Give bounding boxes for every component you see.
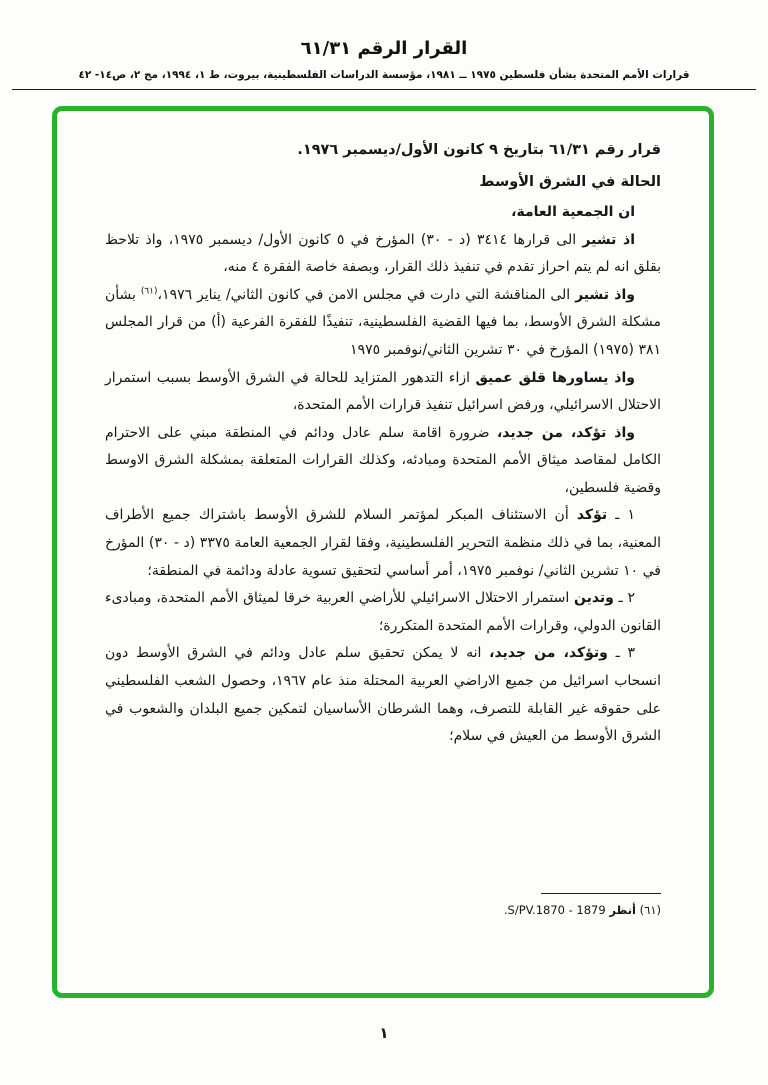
paragraph-lead: واذ تؤكد، من جديد،	[496, 424, 635, 441]
operative-paragraph	[105, 585, 661, 640]
resolution-opening: ان الجمعية العامة،	[511, 204, 635, 221]
footnote-ref-superscript: (٦١)	[140, 286, 158, 297]
footnote-marker: (٦١)	[639, 902, 661, 917]
paragraph-text: استمرار الاحتلال الاسرائيلي للأراضي العربية خرقا لميثاق الأمم المتحدة، ومبادىء القانون الدولي، وقرارات الأمم المتحدة المتكررة؛	[105, 590, 661, 634]
header-divider	[12, 89, 756, 90]
paragraph-lead: واذ يساورها قلق عميق	[475, 369, 635, 386]
paragraph-lead: وتؤكد، من جديد،	[489, 645, 608, 662]
paragraph-lead: اذ تشير	[582, 231, 636, 248]
footnote-label: أنظر	[609, 902, 636, 917]
footnote-reference-text: S/PV.1870 - 1879.	[503, 902, 606, 917]
paragraph-text: ازاء التدهور المتزايد للحالة في الشرق الأوسط بسبب استمرار الاحتلال الاسرائيلي، ورفض اسرائيل تنفيذ قرارات الأمم المتحدة،	[105, 369, 661, 414]
paragraph-lead: واذ تشير	[575, 286, 635, 303]
operative-paragraph	[105, 640, 661, 750]
footnote-divider	[541, 893, 661, 894]
operative-paragraph	[105, 502, 661, 585]
preamble-paragraph	[105, 365, 661, 420]
footnote	[105, 893, 661, 919]
item-number: ٢ ـ	[613, 590, 635, 607]
paragraph-text: انه لا يمكن تحقيق سلم عادل ودائم في الشرق الأوسط دون انسحاب اسرائيل من جميع الاراضي العربية المحتلة منذ عام ١٩٦٧، وحصول الشعب الفلسطيني على حقوقه غير القابلة للتصرف، وهما الشرطان الأساسيان لتمكين جميع البلدان والشعوب في الشرق الأوسط من العيش في سلام؛	[105, 645, 661, 745]
paragraph-lead: تؤكد	[576, 507, 608, 524]
preamble-paragraph	[105, 420, 661, 503]
footnote-text	[105, 902, 661, 919]
source-citation: قرارات الأمم المتحدة بشأن فلسطين ١٩٧٥ ــ ١٩٨١، مؤسسة الدراسات الفلسطينية، بيروت، ط ١، ١٩٩٤، مج ٢، ص١٤- ٤٢	[78, 69, 690, 81]
document-title: القرار الرقم ٦١/٣١	[300, 38, 468, 59]
preamble-paragraph	[105, 227, 661, 282]
preamble-paragraph	[105, 282, 661, 365]
paragraph-text: بشأن مشكلة الشرق الأوسط، بما فيها القضية الفلسطينية، تنفيذًا للفقرة الفرعية (أ) من قرار المجلس ٣٨١ (١٩٧٥) المؤرخ في ٣٠ تشرين الثاني/نوفمبر ١٩٧٥	[105, 286, 661, 359]
paragraph-text: أن الاستئناف المبكر لمؤتمر السلام للشرق الأوسط باشتراك جميع الأطراف المعنية، بما في ذلك منظمة التحرير الفلسطينية، وفقا لقرار الجمعية العامة ٣٣٧٥ (د - ٣٠) المؤرخ في ١٠ تشرين الثاني/ نوفمبر ١٩٧٥، أمر أساسي لتحقيق تسوية عادلة ودائمة في المنطقة؛	[105, 507, 661, 579]
paragraph-lead: وتدين	[573, 590, 614, 607]
page-number: ١	[379, 1024, 389, 1042]
item-number: ١ ـ	[607, 507, 635, 524]
paragraph-text: الى قرارها ٣٤١٤ (د - ٣٠) المؤرخ في ٥ كانون الأول/ ديسمبر ١٩٧٥، واذ تلاحظ بقلق انه لم يتم احراز تقدم في تنفيذ ذلك القرار، وبصفة خاصة الفقرة ٤ منه،	[105, 231, 661, 276]
paragraph-text: الى المناقشة التي دارت في مجلس الامن في كانون الثاني/ يناير ١٩٧٦،	[157, 286, 576, 303]
resolution-subject: الحالة في الشرق الأوسط	[479, 173, 661, 190]
item-number: ٣ ـ	[607, 645, 635, 662]
resolution-frame	[52, 106, 714, 998]
resolution-heading: قرار رقم ٦١/٣١ بتاريخ ٩ كانون الأول/ديسمبر ١٩٧٦.	[297, 142, 661, 158]
document-header	[0, 0, 768, 90]
paragraph-text: ضرورة اقامة سلم عادل ودائم في المنطقة مبني على الاحترام الكامل لمقاصد ميثاق الأمم المتحدة ومبادئه، وكذلك القرارات المتعلقة بمشكلة الشرق الاوسط وقضية فلسطين،	[105, 424, 661, 496]
